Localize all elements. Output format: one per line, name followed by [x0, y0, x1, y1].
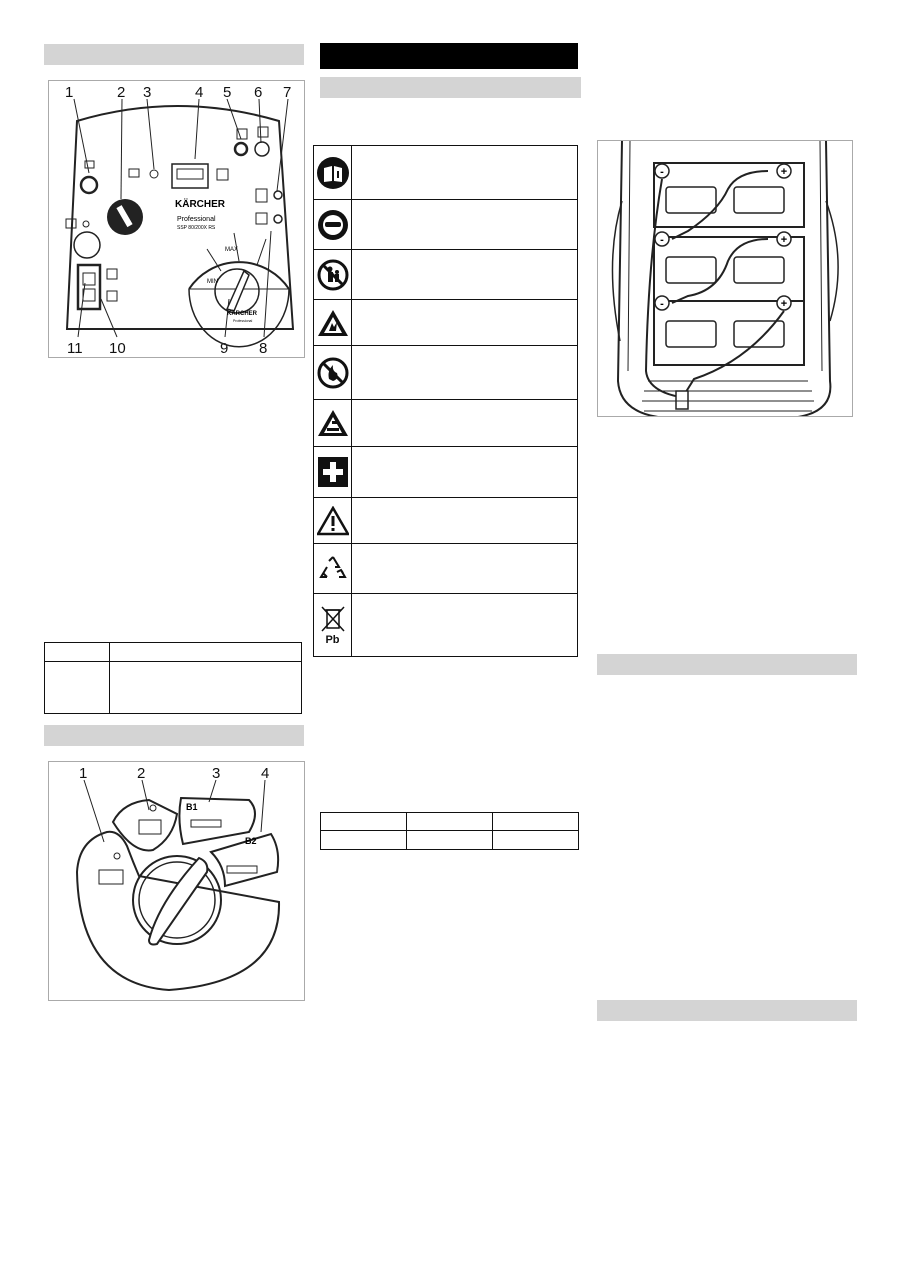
section-header-bar-5 [597, 1000, 857, 1021]
control-panel-figure [48, 80, 305, 358]
symbol-row-8 [313, 498, 578, 544]
terminal-minus-3: - [660, 298, 664, 310]
battery-compartment-figure [597, 140, 853, 417]
section-header-bar-2 [44, 725, 304, 746]
section-header-bar-3 [320, 77, 581, 98]
left-table-header-cell-2 [110, 643, 302, 662]
middle-table-cell-6 [493, 831, 579, 850]
callout-4: 4 [195, 84, 204, 101]
middle-table-cell-3 [493, 813, 579, 831]
callout-9: 9 [220, 340, 229, 357]
selector-callout-4: 4 [261, 765, 270, 782]
terminal-minus-1: - [660, 166, 664, 178]
dial-brand: KÄRCHER [227, 311, 257, 317]
callout-10: 10 [109, 340, 126, 357]
left-table-header-cell-1 [45, 643, 110, 662]
model-label: SSP 80/200X RS [177, 225, 216, 231]
terminal-plus-3: + [780, 298, 788, 310]
recycling-icon [314, 544, 352, 593]
explosion-hazard-icon [314, 300, 352, 345]
warning-icon [314, 498, 352, 543]
program-b1-label: B1 [186, 802, 198, 812]
symbol-row-6 [313, 400, 578, 447]
symbol-row-2 [313, 200, 578, 250]
middle-table-cell-4 [321, 831, 407, 850]
selector-callout-3: 3 [212, 765, 221, 782]
callout-6: 6 [254, 84, 263, 101]
callout-3: 3 [143, 84, 152, 101]
symbol-row-3 [313, 250, 578, 300]
section-header-bar-1 [44, 44, 304, 65]
symbol-row-5 [313, 346, 578, 400]
left-table [44, 642, 302, 714]
symbol-row-7 [313, 447, 578, 498]
battery-drawing [598, 141, 853, 417]
terminal-plus-1: + [780, 166, 788, 178]
first-aid-icon [314, 447, 352, 497]
dial-sub: Professional [233, 319, 253, 323]
section-header-bar-4 [597, 654, 857, 675]
symbol-row-4 [313, 300, 578, 346]
callout-2: 2 [117, 84, 126, 101]
middle-table [320, 812, 579, 850]
middle-table-cell-1 [321, 813, 407, 831]
middle-table-cell-2 [407, 813, 493, 831]
chapter-header-bar [320, 43, 578, 69]
callout-8: 8 [259, 340, 268, 357]
callout-1: 1 [65, 84, 74, 101]
lead-label: Pb [325, 634, 340, 646]
left-table-body-cell-1 [45, 662, 110, 714]
series-label: Professional [177, 216, 216, 223]
middle-table-cell-5 [407, 831, 493, 850]
brand-logo: KÄRCHER [175, 199, 225, 210]
program-selector-drawing [49, 762, 306, 1002]
terminal-minus-2: - [660, 234, 664, 246]
terminal-plus-2: + [780, 234, 788, 246]
callout-11: 11 [67, 340, 83, 357]
eye-protection-icon [314, 200, 352, 249]
symbol-row-9 [313, 544, 578, 594]
callout-5: 5 [223, 84, 232, 101]
acid-hazard-icon [314, 400, 352, 446]
left-table-body-cell-2 [110, 662, 302, 714]
selector-callout-1: 1 [79, 765, 88, 782]
selector-callout-2: 2 [137, 765, 146, 782]
program-b2-label: B2 [245, 836, 257, 846]
manual-book-icon [314, 146, 352, 199]
callout-7: 7 [283, 84, 292, 101]
dial-max-label: MAX [225, 247, 239, 253]
no-fire-icon [314, 346, 352, 399]
symbol-row-10 [313, 594, 578, 657]
crossed-bin-icon [314, 594, 352, 656]
keep-children-away-icon [314, 250, 352, 299]
control-panel-drawing [49, 81, 306, 359]
symbol-row-1 [313, 145, 578, 200]
dial-min-label: MIN [207, 279, 218, 285]
program-selector-figure [48, 761, 305, 1001]
